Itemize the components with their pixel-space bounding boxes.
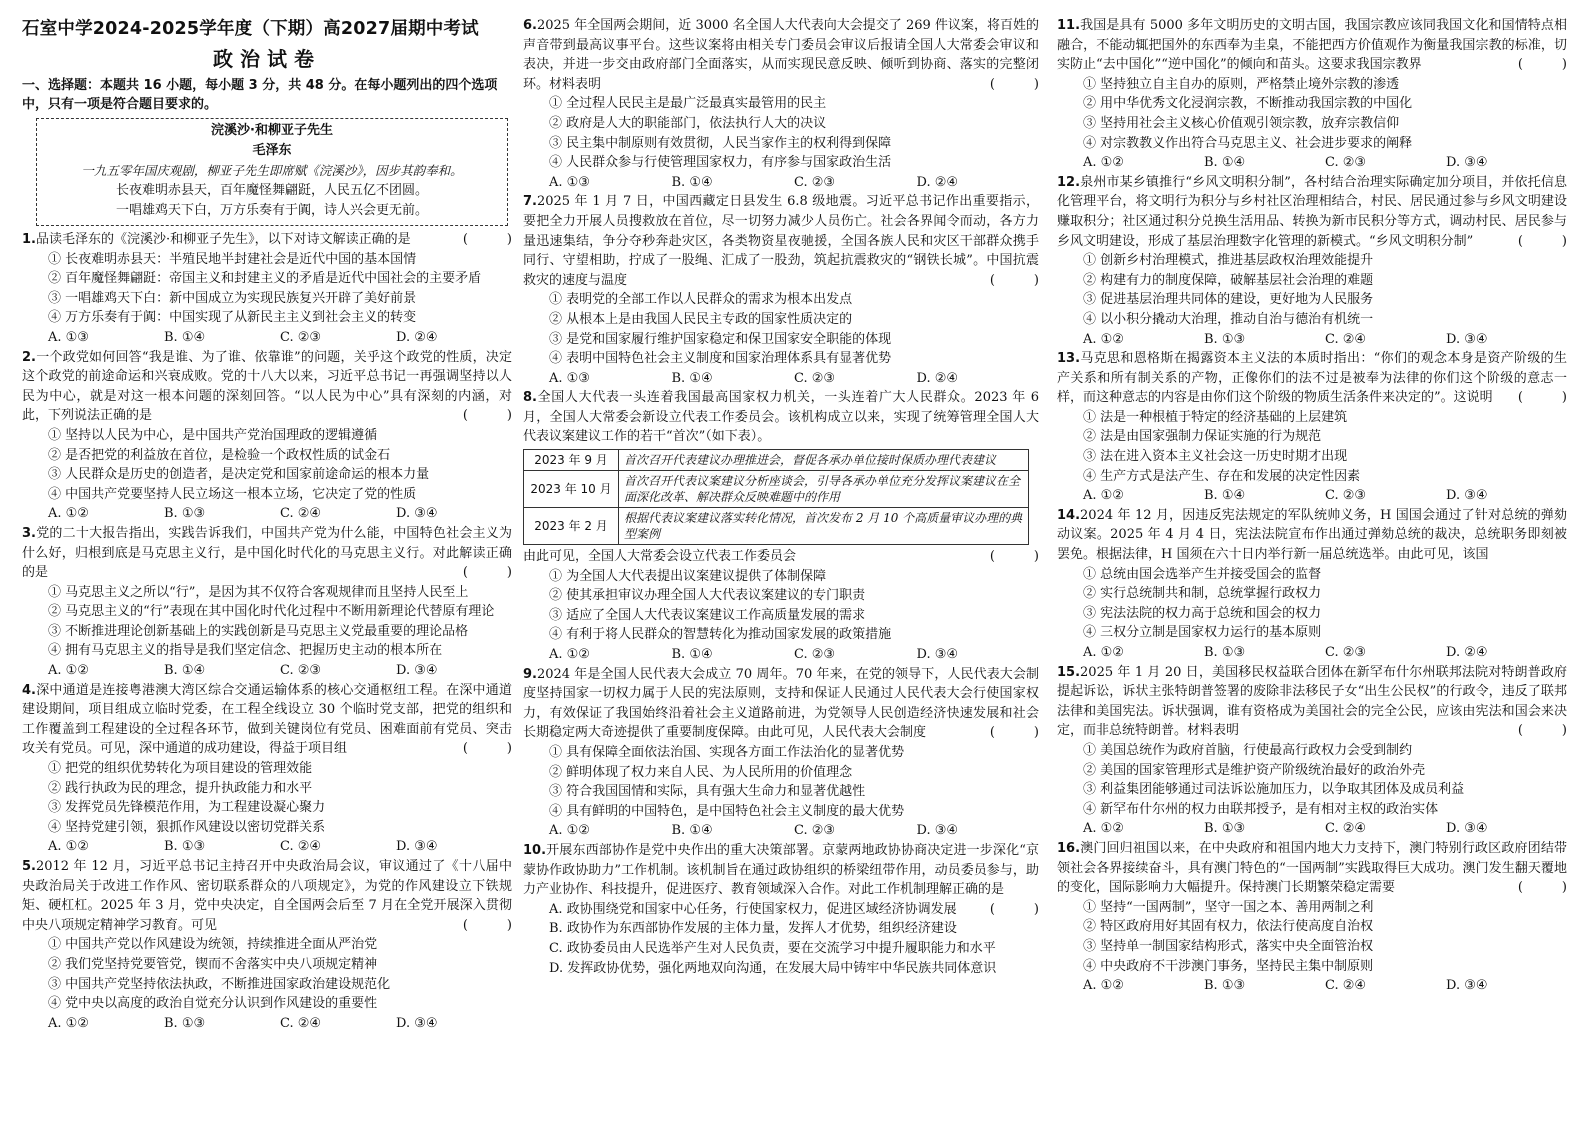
column-left [22,16,512,1033]
table-row [524,508,1029,545]
option-item: ③ 促进基层治理共同体的建设，更好地为人民服务 [1083,292,1374,308]
option-item: ④ 生产方式是法产生、存在和发展的决定性因素 [1083,468,1361,484]
question-16 [1057,839,1567,996]
table-row [524,450,1029,471]
question-stem [22,230,512,250]
answer-choices [523,645,1039,665]
table-row [524,471,1029,508]
option-item: B. 政协作为东西部协作发展的主体力量，发挥人才优势，组织经济建设 [549,921,957,937]
answer-blank: ( ) [989,725,1039,741]
answer-choice: B. ①④ [671,823,713,839]
question-number: 6. [523,18,537,33]
answer-choice: A. ①③ [48,329,89,345]
answer-choices [1057,976,1567,996]
option-item: ④ 中央政府不干涉澳门事务，坚持民主集中制原则 [1083,958,1374,974]
option-item: ② 构建有力的制度保障，破解基层社会治理的难题 [1083,272,1374,288]
option-item: ① 表明党的全部工作以人民群众的需求为根本出发点 [549,292,853,308]
answer-choices [22,328,512,348]
poem-author: 毛泽东 [252,143,292,158]
answer-choice: D. ③④ [916,647,959,663]
option-item: ③ 坚持单一制国家结构形式，落实中央全面管治权 [1083,938,1374,954]
question-number: 3. [22,525,36,541]
question-number: 15. [1057,664,1081,680]
question-10 [523,841,1039,978]
table-date: 2023 年 9 月 [524,450,619,471]
answer-choice: C. ②④ [1325,331,1367,347]
question-4 [22,681,512,857]
option-item: ① 具有保障全面依法治国、实现各方面工作法治化的显著优势 [549,745,905,760]
option-item: ③ 一唱雄鸡天下白：新中国成立为实现民族复兴开辟了美好前景 [48,290,417,306]
option-item: ① 法是一种根植于特定的经济基础的上层建筑 [1083,409,1348,425]
answer-choice: B. ①③ [1204,331,1246,347]
answer-choice: C. ②③ [794,647,836,663]
option-item: ① 坚持独立自主自办的原则，严格禁止境外宗教的渗透 [1083,76,1400,92]
answer-choice: A. ①② [1083,331,1124,347]
question-text: 2012 年 12 月，习近平总书记主持召开中央政治局会议，审议通过了《十八届中央政治局关于改进工作作风、密切联系群众的八项规定》，为党的作风建设立下铁规矩、硬杠杠。2025 年 3 月，党中央决定，自全国两会后至 7 月在全党开展深入贯彻中央八项规定精神学习教育。可见 [22,859,512,933]
question-1 [22,230,512,348]
question-number: 7. [523,194,537,210]
question-list [22,230,512,1033]
option-item: ② 使其承担审议办理全国人大代表议案建议的专门职责 [549,588,866,604]
option-item: ④ 党中央以高度的政治自觉充分认识到作风建设的重要性 [48,996,378,1012]
answer-blank: ( ) [462,741,512,757]
answer-blank: ( ) [989,272,1039,288]
answer-choice: C. ②④ [280,839,322,855]
answer-choices [22,661,512,681]
option-item: ② 马克思主义的“行”表现在其中国化时代化过程中不断用新理论代替原有理论 [48,604,495,620]
option-item: D. 发挥政协优势，强化两地双向沟通，在发展大局中铸牢中华民族共同体意识 [549,960,997,976]
question-text: 品读毛泽东的《浣溪沙·和柳亚子先生》，以下对诗文解读正确的是 [35,232,411,247]
question-number: 8. [523,390,537,406]
question-6 [523,16,1039,192]
answer-choice: C. ②③ [794,370,836,386]
answer-blank: ( ) [989,549,1039,565]
question-number: 14. [1057,507,1081,523]
question-text: 2025 年 1 月 20 日，美国移民权益联合团体在新罕布什尔州联邦法院对特朗普政府提起诉讼，诉状主张特朗普签署的废除非法移民子女“出生公民权”的行政令，违反了联邦法律和美国宪法。诉状强调，谁有资格成为美国社会的完全公民，应该由宪法和国会来决定，而非总统特朗普。材料表明 [1057,664,1567,739]
option-item: ③ 中国共产党坚持依法执政，不断推进国家政治建设规范化 [48,976,391,992]
question-number: 16. [1057,840,1081,856]
question-number: 2. [22,349,36,365]
question-9 [523,665,1039,841]
answer-blank: ( ) [989,76,1039,92]
question-2 [22,348,512,524]
question-number: 4. [22,682,36,698]
option-item: ④ 以小积分撬动大治理，推动自治与德治有机统一 [1083,311,1374,327]
question-text: 马克思和恩格斯在揭露资本主义法的本质时指出：“你们的观念本身是资产阶级的生产关系和所有制关系的产物，正像你们的法不过是被奉为法律的你们这个阶级的意志一样，而这种意志的内容是由你们这个阶级的物质生活条件来决定的”。这说明 [1057,351,1567,406]
answer-choice: A. ①② [48,839,89,855]
answer-choices [22,504,512,524]
option-item: ② 我们党坚持党要管党，锲而不舍落实中央八项规定精神 [48,956,378,972]
option-item: ① 中国共产党以作风建设为统领，持续推进全面从严治党 [48,937,378,953]
option-item: ④ 人民群众参与行使管理国家权力，有序参与国家政治生活 [549,155,892,171]
answer-blank: ( ) [462,408,512,424]
answer-blank: ( ) [1517,880,1567,896]
answer-choice: B. ①③ [1204,645,1246,660]
answer-choice: C. ②④ [1325,821,1367,837]
answer-choice: B. ①③ [164,839,206,855]
question-stem [1057,839,1567,898]
answer-choices [1057,486,1567,506]
option-item: ② 用中华优秀文化浸润宗教，不断推动我国宗教的中国化 [1083,96,1413,112]
option-item: ② 法是由国家强制力保证实施的行为规范 [1083,429,1322,445]
question-stem [523,388,1039,447]
answer-blank: ( ) [462,565,512,581]
answer-choices [1057,153,1567,173]
option-item: ② 政府是人大的职能部门，依法执行人大的决议 [549,115,827,131]
option-item: ③ 利益集团能够通过司法诉讼施加压力，以争取其团体及成员利益 [1083,782,1465,798]
answer-choice: A. ①② [549,647,590,663]
answer-choice: C. ②③ [794,174,836,190]
question-7 [523,192,1039,388]
column-middle [523,16,1039,978]
answer-choice: C. ②③ [794,823,836,839]
question-list [1057,16,1567,996]
answer-choice: D. ③④ [1446,821,1488,837]
question-13 [1057,349,1567,506]
question-text: 泉州市某乡镇推行“乡风文明积分制”，各村结合治理实际确定加分项目，并依托信息化管理平台，将文明行为积分与乡村社区治理相结合，村民、居民通过参与乡风文明建设赚取积分；社区通过积分兑换生活用品、转换为新市民积分等方式，调动村民、居民参与乡风文明建设，形成了基层治理数字化管理的新模式。“乡风文明积分制” [1057,174,1567,249]
option-item: ① 创新乡村治理模式，推进基层政权治理效能提升 [1083,253,1374,269]
question-lead [523,547,1039,567]
question-text: 由此可见，全国人大常委会设立代表工作委员会 [523,549,797,565]
option-item: ② 特区政府用好其固有权力，依法行使高度自治权 [1083,919,1374,935]
column-right [1057,16,1567,996]
section-heading: 一、选择题：本题共 16 小题，每小题 3 分，共 48 分。在每小题列出的四个选项中，只有一项是符合题目要求的。 [22,78,498,112]
answer-choice: B. ①④ [1204,488,1246,504]
answer-choice: D. ②④ [1446,645,1488,660]
answer-choice: B. ①④ [1204,155,1246,171]
question-stem [22,348,512,426]
answer-choice: C. ②③ [1325,155,1367,171]
option-item: ④ 具有鲜明的中国特色，是中国特色社会主义制度的最大优势 [549,803,905,819]
answer-blank: ( ) [462,232,512,247]
answer-choice: C. ②③ [280,329,322,345]
option-item: ④ 坚持党建引领，狠抓作风建设以密切党群关系 [48,819,326,835]
question-number: 11. [1057,18,1081,33]
answer-blank: ( ) [1517,723,1567,739]
answer-choice: C. ②③ [280,663,322,679]
option-item: ③ 适应了全国人大代表议案建议工作高质量发展的需求 [549,607,866,623]
answer-choice: D. ③④ [396,1015,438,1031]
option-item: C. 政协委员由人民选举产生对人民负责，要在交流学习中提升履职能力和水平 [549,940,996,956]
answer-choice: D. ②④ [916,370,959,386]
answer-choice: B. ①③ [164,506,206,522]
answer-choices [22,1014,512,1034]
question-stem [22,857,512,935]
poem-box [36,118,508,226]
table-date: 2023 年 2 月 [524,508,619,545]
question-number: 12. [1057,174,1081,190]
option-item: ③ 是党和国家履行维护国家稳定和保卫国家安全职能的体现 [549,331,892,347]
answer-choices [22,837,512,857]
answer-choice: B. ①④ [671,174,713,190]
answer-choice: A. ①③ [549,174,590,190]
option-item: ② 鲜明体现了权力来自人民、为人民所用的价值理念 [549,764,853,780]
answer-choice: B. ①④ [671,370,713,386]
answer-choice: A. ①② [1083,821,1124,837]
answer-choices [1057,819,1567,839]
question-text: 2024 年 12 月，因违反宪法规定的军队统帅义务，H 国国会通过了针对总统的弹劾动议案。2025 年 4 月 4 日，宪法法院宣布作出通过弹劾总统的裁决，总统职务即刻被罢免。根据法律，H 国须在六十日内举行新一届总统选举。由此可见，该国 [1057,507,1567,563]
answer-blank: ( ) [462,917,512,933]
option-item: ① 马克思主义之所以“行”，是因为其不仅符合客观规律而且坚持人民至上 [48,584,469,600]
question-text: 党的二十大报告指出，实践告诉我们，中国共产党为什么能，中国特色社会主义为什么好，归根到底是马克思主义行，是中国化时代化的马克思主义行。对此解读正确的是 [22,525,512,581]
question-stem [1057,506,1567,565]
option-item: ① 坚持“一国两制”，坚守一国之本、善用两制之利 [1083,899,1374,915]
answer-choice: C. ②③ [1325,645,1367,660]
question-number: 5. [22,859,36,874]
option-item: ② 实行总统制共和制，总统掌握行政权力 [1083,586,1322,602]
option-item: ④ 万方乐奏有于阗：中国实现了从新民主主义到社会主义的转变 [48,310,417,326]
question-text: 全国人大代表一头连着我国最高国家权力机关，一头连着广大人民群众。2023 年 6 月，全国人大常委会新设立代表工作委员会。该机构成立以来，实现了统筹管理全国人大代表议案建议工作的若干“首次”（如下表）。 [523,390,1039,445]
answer-choice: C. ②④ [280,506,322,522]
answer-choice: B. ①④ [671,647,713,663]
question-stem [22,524,512,583]
answer-choice: A. ①② [1083,488,1124,504]
answer-choice: D. ③④ [396,663,438,679]
question-text: 2025 年 1 月 7 日，中国西藏定日县发生 6.8 级地震。习近平总书记作出重要指示，要把全力开展人员搜救放在首位，尽一切努力减少人员伤亡。社会各界闻令而动，各方力量迅速集结，争分夺秒奔赴灾区，各类物资星夜驰援，全国各族人民和灾区干部群众携手同行、守望相助，拧成了一股绳、汇成了一股劲，筑起抗震救灾的“钢铁长城”。中国抗震救灾的速度与温度 [523,194,1039,288]
option-item: ④ 中国共产党要坚持人民立场这一根本立场，它决定了党的性质 [48,486,417,502]
question-stem [1057,16,1567,75]
answer-choice: D. ②④ [916,174,959,190]
option-item: ④ 三权分立制是国家权力运行的基本原则 [1083,625,1322,641]
question-12 [1057,173,1567,349]
answer-choice: A. ①② [48,506,89,522]
option-item: ③ 坚持用社会主义核心价值观引领宗教，放弃宗教信仰 [1083,115,1400,131]
question-number: 1. [22,232,36,247]
option-item: ② 从根本上是由我国人民民主专政的国家性质决定的 [549,311,853,327]
question-text: 2025 年全国两会期间，近 3000 名全国人大代表向大会提交了 269 件议案，将百姓的声音带到最高议事平台。这些议案将由相关专门委员会审议后报请全国人大常委会审议和表决，并进一步交由政府部门全面落实，从而实现民意反映、倾听到协商、落实的完整闭环。材料表明 [523,18,1039,92]
answer-choices [1057,330,1567,350]
answer-choice: B. ①③ [1204,978,1246,994]
option-item: ④ 有利于将人民群众的智慧转化为推动国家发展的政策措施 [549,627,892,643]
option-item: ① 把党的组织优势转化为项目建设的管理效能 [48,761,313,777]
option-item: ① 美国总统作为政府首脑，行使最高行政权力会受到制约 [1083,742,1413,758]
answer-choice: A. ①② [1083,155,1124,171]
answer-choice: A. ①② [1083,978,1124,994]
question-number: 9. [523,666,537,682]
question-11 [1057,16,1567,173]
poem-intro: 一九五零年国庆观剧，柳亚子先生即席赋《浣溪沙》，因步其韵奉和。 [81,163,463,178]
option-item: ③ 发挥党员先锋模范作用，为工程建设凝心聚力 [48,800,326,816]
answer-choices [523,369,1039,389]
question-15 [1057,663,1567,839]
answer-choice: D. ③④ [1446,155,1488,171]
answer-blank: ( ) [1517,57,1567,73]
question-text: 深中通道是连接粤港澳大湾区综合交通运输体系的核心交通枢纽工程。在深中通道建设期间，项目组成立临时党委，在工程全线设立 30 个临时党支部，把党的组织和工作覆盖到工程建设的全过程各环节，做到关键岗位有党员、困难面前有党员、突击攻关有党员。可见，深中通道的成功建设，得益于项目组 [22,682,512,757]
answer-choice: C. ②④ [1325,978,1367,994]
answer-choice: A. ①② [549,823,590,839]
answer-choice: B. ①④ [164,329,206,345]
table-date: 2023 年 10 月 [524,471,619,508]
answer-blank: ( ) [1517,390,1567,406]
option-item: ② 美国的国家管理形式是维护资产阶级统治最好的政治外壳 [1083,762,1426,778]
question-stem [523,665,1039,743]
option-item: ④ 对宗教教义作出符合马克思主义、社会进步要求的阐释 [1083,135,1413,151]
option-item: ③ 符合我国国情和实际，具有强大生命力和显著优越性 [549,784,866,800]
option-item: ① 全过程人民民主是最广泛最真实最管用的民主 [549,96,827,112]
answer-choice: A. ①② [1083,645,1124,660]
question-text: 澳门回归祖国以来，在中央政府和祖国内地大力支持下，澳门特别行政区政府团结带领社会各界接续奋斗，具有澳门特色的“一国两制”实践取得巨大成功。澳门发生翻天覆地的变化，国际影响力大幅提升。保持澳门长期繁荣稳定需要 [1057,840,1567,896]
question-text: 2024 年是全国人民代表大会成立 70 周年。70 年来，在党的领导下，人民代表大会制度坚持国家一切权力属于人民的宪法原则，支持和保证人民通过人民代表大会行使国家权力，有效保证了我国始终沿着社会主义道路前进，为党领导人民创造经济快速发展和社会长期稳定两大奇迹提供了重要制度保障。由此可见，人民代表大会制度 [523,666,1039,741]
answer-choice: C. ②④ [280,1015,322,1031]
answer-choice: A. ①② [48,1015,89,1031]
question-list [523,16,1039,978]
answer-blank: ( ) [1517,233,1567,249]
question-8 [523,388,1039,664]
question-number: 13. [1057,351,1081,367]
option-item: A. 政协围绕党和国家中心任务，行使国家权力，促进区域经济协调发展 [549,901,957,917]
answer-choice: D. ③④ [396,506,438,522]
answer-choice: C. ②③ [1325,488,1367,504]
question-stem [1057,349,1567,408]
option-item: ① 总统由国会选举产生并接受国会的监督 [1083,566,1322,582]
answer-choice: D. ③④ [1446,488,1488,504]
answer-choice: B. ①④ [164,663,206,679]
table-content: 首次召开代表议案建议分析座谈会，引导各承办单位充分发挥议案建议在全面深化改革、解决群众反映难题中的作用 [619,471,1029,508]
option-item: ④ 表明中国特色社会主义制度和国家治理体系具有显著优势 [549,351,892,367]
question-stem [1057,173,1567,251]
question-3 [22,524,512,681]
answer-choices [523,821,1039,841]
question-stem [1057,663,1567,741]
table-content: 根据代表议案建议落实转化情况，首次发布 2 月 10 个高质量审议办理的典型案例 [619,508,1029,545]
option-item: ② 是否把党的利益放在首位，是检验一个政权性质的试金石 [48,447,391,463]
question-stem [523,16,1039,94]
answer-choice: D. ③④ [396,839,438,855]
option-item: ④ 拥有马克思主义的指导是我们坚定信念、把握历史主动的根本所在 [48,643,443,659]
question-text: 开展东西部协作是党中央作出的重大决策部署。京蒙两地政协协商决定进一步深化“京蒙协作政协助力”工作机制。该机制旨在通过政协组织的桥梁纽带作用，动员委员参与，助力产业协作、科技提升，促进医疗、教育领域深入合作。对此工作机制理解正确的是 [523,842,1039,898]
question-text: 我国是具有 5000 多年文明历史的文明古国，我国宗教应该同我国文化和国情特点相融合，不能动辄把国外的东西奉为圭臬，不能把西方价值观作为衡量我国宗教的标准，切实防止“去中国化”“逆中国化”的倾向和苗头。这要求我国宗教界 [1057,18,1567,73]
exam-subtitle: 政治试卷 [213,47,321,71]
poem-title: 浣溪沙·和柳亚子先生 [211,123,333,138]
option-item: ② 践行执政为民的理念，提升执政能力和水平 [48,780,313,796]
answer-choice: A. ①② [48,663,89,679]
answer-choice: D. ③④ [1446,331,1488,347]
option-item: ② 百年魔怪舞翩跹：帝国主义和封建主义的矛盾是近代中国社会的主要矛盾 [48,271,482,287]
question-5 [22,857,512,1033]
option-item: ③ 宪法法院的权力高于总统和国会的权力 [1083,605,1322,621]
poem-line: 长夜难明赤县天，百年魔怪舞翩跹，人民五亿不团圆。 [115,183,428,198]
answer-choice: A. ①③ [549,370,590,386]
answer-choice: B. ①③ [164,1015,206,1031]
option-item: ③ 人民群众是历史的创造者，是决定党和国家前途命运的根本力量 [48,467,430,483]
question-stem [22,681,512,759]
option-item: ① 为全国人大代表提出议案建议提供了体制保障 [549,568,827,584]
option-item: ① 长夜难明赤县天：半殖民地半封建社会是近代中国的基本国情 [48,251,417,267]
question-stem [523,192,1039,290]
poem-line: 一唱雄鸡天下白，万方乐奏有于阗，诗人兴会更无前。 [115,203,428,218]
question-number: 10. [523,842,547,858]
answer-blank: ( ) [989,901,1039,917]
option-item: ④ 新罕布什尔州的权力由联邦授予，是有相对主权的政治实体 [1083,801,1439,817]
table-content: 首次召开代表建议办理推进会，督促各承办单位接时保质办理代表建议 [619,450,1029,471]
option-item: ③ 不断推进理论创新基础上的实践创新是马克思主义党最重要的理论品格 [48,623,469,639]
option-item: ③ 法在进入资本主义社会这一历史时期才出现 [1083,449,1348,465]
question-text: 一个政党如何回答“我是谁、为了谁、依靠谁”的问题，关乎这个政党的性质，决定这个政党的前途命运和兴衰成败。党的十八大以来，习近平总书记一再强调坚持以人民为中心，就是对这一根本问题的深刻回答。“以人民为中心”具有深刻的内涵，对此，下列说法正确的是 [22,349,512,424]
exam-title: 石室中学2024-2025学年度（下期）高2027届期中考试 [22,19,479,39]
option-item: ③ 民主集中制原则有效贯彻，人民当家作主的权利得到保障 [549,135,892,151]
first-times-table [523,449,1029,545]
answer-choice: D. ②④ [396,329,438,345]
answer-choices [523,173,1039,193]
answer-choices [1057,643,1567,663]
answer-choice: D. ③④ [1446,978,1488,994]
question-14 [1057,506,1567,663]
answer-choice: B. ①③ [1204,821,1246,837]
option-item: ① 坚持以人民为中心，是中国共产党治国理政的逻辑遵循 [48,427,378,443]
answer-choice: D. ③④ [916,823,959,839]
